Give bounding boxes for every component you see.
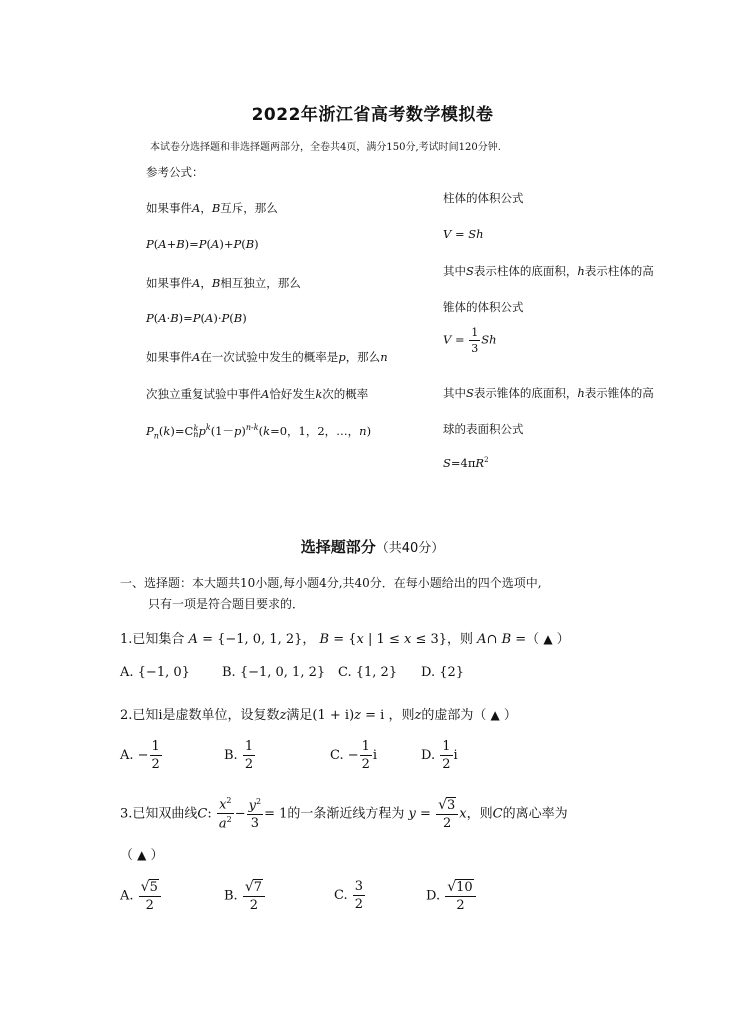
q3-option-c: C. $\frac{3}{2}$ — [334, 879, 364, 912]
question-3: 3.已知双曲线C: $\frac{x^2}{a^2}$ − $\frac{y^2}{3}$ = 1的一条渐近线方程为 y = $\frac{√3}{2}$ x，则C的离心率为 — [120, 796, 568, 832]
q1-option-c: C. {1, 2} — [338, 665, 398, 680]
formula-cone-note: 其中S表示锥体的底面积，h表示锥体的高 — [443, 386, 654, 400]
q2-option-d: D. $\frac{1}{2}$ i — [421, 739, 458, 772]
formula-cone-volume: V = $\frac{1}{3}$ Sh — [443, 326, 497, 355]
intro-text: 本试卷分选择题和非选择题两部分，全卷共4页，满分150分,考试时间120分钟. — [150, 142, 501, 153]
formula-mutually-exclusive: 如果事件A，B互斥，那么 — [146, 201, 278, 215]
q3-answer-mark: （ ▲ ） — [120, 848, 164, 863]
formula-prism-note: 其中S表示柱体的底面积，h表示柱体的高 — [443, 264, 654, 278]
formula-sum-rule: P(A+B)=P(A)+P(B) — [146, 237, 259, 251]
formula-sphere-label: 球的表面积公式 — [443, 422, 524, 436]
q1-option-a: A. {−1, 0} — [120, 665, 190, 680]
formula-bernoulli-2: 次独立重复试验中事件A恰好发生k次的概率 — [146, 387, 369, 401]
formula-bernoulli-1: 如果事件A在一次试验中发生的概率是p，那么n — [146, 350, 388, 364]
q3-option-d: D. $\frac{√10}{2}$ — [426, 880, 477, 912]
formula-independent: 如果事件A，B相互独立，那么 — [146, 276, 301, 290]
formula-product-rule: P(A·B)=P(A)·P(B) — [146, 311, 247, 325]
question-1: 1.已知集合 A = {−1, 0, 1, 2}， B = {x | 1 ≤ x ≤ 3}，则 A∩ B =（ ▲ ） — [120, 632, 570, 647]
q1-option-d: D. {2} — [421, 665, 465, 680]
formula-binomial: $P_n(k)=Ck$ $np^k(1-p)^{n-k}(k=0$，1，2，…，n) — [146, 423, 372, 441]
page-title: 2022年浙江省高考数学模拟卷 — [251, 105, 494, 125]
formula-prism-volume: V = Sh — [443, 227, 484, 241]
q2-option-b: B. $\frac{1}{2}$ — [224, 739, 254, 772]
q3-option-a: A. $\frac{√5}{2}$ — [120, 880, 162, 912]
part-heading-line-1: 一、选择题：本大题共10小题,每小题4分,共40分．在每小题给出的四个选项中, — [120, 576, 542, 590]
section-title: 选择题部分（共40分） — [300, 538, 445, 556]
formula-sphere-area: $S=4\pi R^2$ — [443, 456, 489, 470]
formula-prism-label: 柱体的体积公式 — [443, 191, 524, 205]
q1-option-b: B. {−1, 0, 1, 2} — [222, 665, 326, 680]
q2-option-a: A. − $\frac{1}{2}$ — [120, 739, 160, 772]
q3-option-b: B. $\frac{√7}{2}$ — [224, 880, 266, 912]
formula-cone-label: 锥体的体积公式 — [443, 300, 524, 314]
question-2: 2.已知i是虚数单位，设复数z满足(1 + i)z = i ，则z的虚部为（ ▲ ） — [120, 708, 517, 723]
q2-option-c: C. − $\frac{1}{2}$ i — [330, 739, 378, 772]
part-heading-line-2: 只有一项是符合题目要求的． — [148, 597, 305, 611]
formulas-label: 参考公式： — [146, 165, 204, 179]
